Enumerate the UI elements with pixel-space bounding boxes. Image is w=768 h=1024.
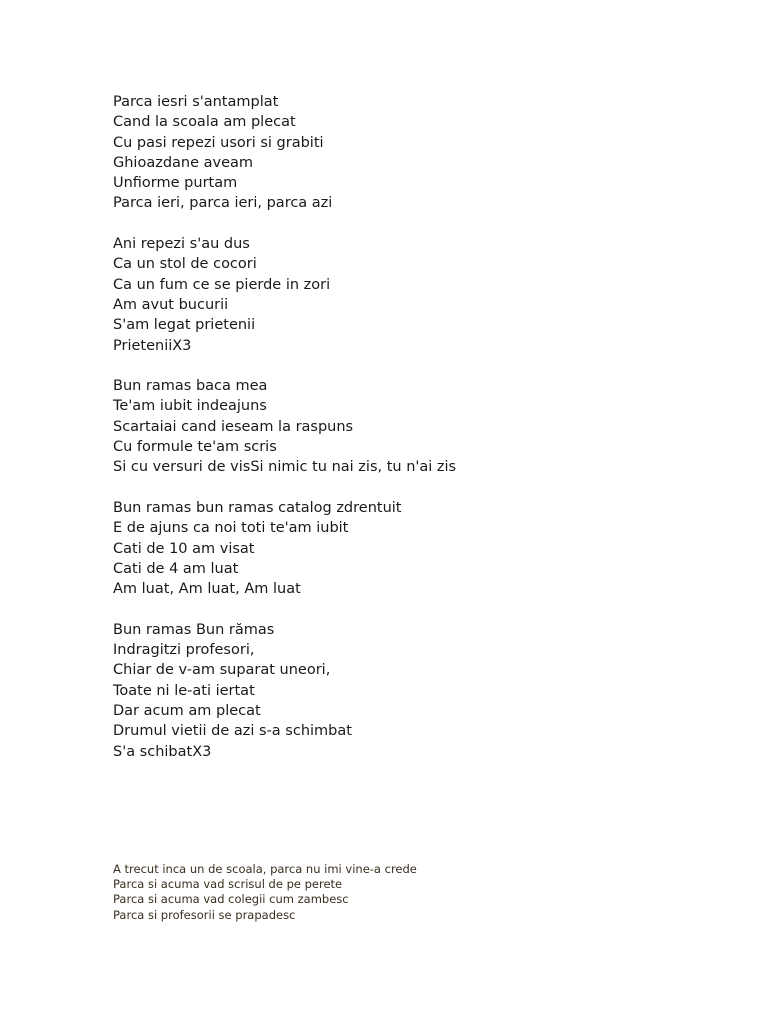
footer-paragraph: [113, 862, 417, 923]
lyric-line: S'am legat prietenii: [113, 317, 256, 334]
lyric-line: Bun ramas Bun rămas: [113, 621, 275, 638]
footer-line: Parca si acuma vad colegii cum zambesc: [113, 892, 349, 907]
lyric-line: Ca un fum ce se pierde in zori: [113, 276, 331, 293]
lyric-line: Si cu versuri de visSi nimic tu nai zis, tu n'ai zis: [113, 459, 457, 476]
lyric-line: E de ajuns ca noi toti te'am iubit: [113, 520, 349, 537]
lyric-line: Dar acum am plecat: [113, 702, 261, 719]
stanza-3: [113, 376, 456, 477]
lyric-line: S'a schibatX3: [113, 743, 212, 760]
lyric-line: Cu formule te'am scris: [113, 439, 277, 456]
lyric-line: Ani repezi s'au dus: [113, 236, 250, 253]
lyric-line: Parca iesri s'antamplat: [113, 94, 279, 110]
lyric-line: PrieteniiX3: [113, 337, 192, 354]
lyric-line: Toate ni le-ati iertat: [113, 682, 255, 699]
stanza-2: [113, 234, 456, 356]
lyric-line: Bun ramas baca mea: [113, 378, 268, 395]
lyric-line: Scartaiai cand ieseam la raspuns: [113, 418, 354, 435]
stanza-5: [113, 620, 456, 762]
lyric-line: Am avut bucurii: [113, 296, 229, 313]
footer-line: A trecut inca un de scoala, parca nu imi vine-a crede: [113, 862, 417, 876]
stanza-4: [113, 498, 456, 599]
lyric-line: Cand la scoala am plecat: [113, 114, 296, 131]
lyric-line: Bun ramas bun ramas catalog zdrentuit: [113, 499, 402, 516]
lyric-line: Cati de 4 am luat: [113, 560, 239, 577]
stanza-1: [113, 92, 456, 214]
lyric-line: Ghioazdane aveam: [113, 154, 254, 171]
lyric-line: Indragitzi profesori,: [113, 642, 255, 659]
lyrics-body: [113, 92, 456, 762]
lyric-line: Te'am iubit indeajuns: [113, 398, 267, 415]
lyric-line: Parca ieri, parca ieri, parca azi: [113, 195, 333, 212]
lyric-line: Cati de 10 am visat: [113, 540, 255, 557]
lyric-line: Ca un stol de cocori: [113, 256, 257, 273]
lyric-line: Cu pasi repezi usori si grabiti: [113, 134, 324, 151]
lyric-line: Unfiorme purtam: [113, 175, 238, 192]
lyric-line: Drumul vietii de azi s-a schimbat: [113, 723, 352, 740]
lyric-line: Am luat, Am luat, Am luat: [113, 581, 301, 598]
footer-line: Parca si acuma vad scrisul de pe perete: [113, 877, 343, 892]
lyric-line: Chiar de v-am suparat uneori,: [113, 662, 331, 679]
footer-line: Parca si profesorii se prapadesc: [113, 907, 296, 922]
